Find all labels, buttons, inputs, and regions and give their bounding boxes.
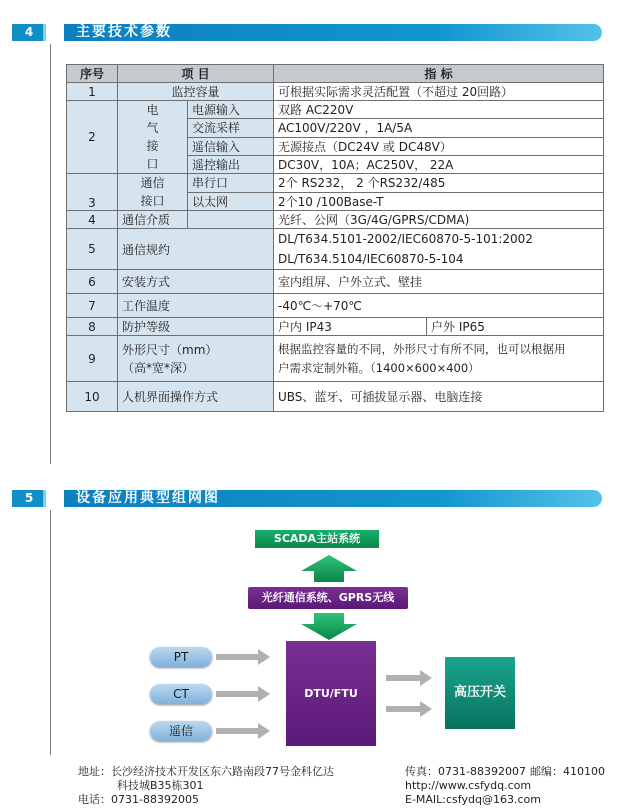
table-row xyxy=(67,174,604,193)
section-5-number: 5 xyxy=(12,490,46,507)
table-row xyxy=(67,336,604,382)
header-item: 项 目 xyxy=(118,65,274,83)
item-line: （高*宽*深） xyxy=(122,360,195,375)
footer-fax: 传真：0731-88392007 xyxy=(405,765,526,778)
group-char: 接口 xyxy=(140,194,165,208)
row-item: 人机界面操作方式 xyxy=(118,382,274,412)
row-spec: DC30V，10A；AC250V， 22A xyxy=(274,155,604,173)
spec-table xyxy=(66,64,604,412)
row-spec: 无源接点（DC24V 或 DC48V） xyxy=(274,137,604,155)
row-no: 5 xyxy=(67,229,118,270)
ct-input: CT xyxy=(150,684,212,704)
table-row xyxy=(67,270,604,294)
table-header-row xyxy=(67,65,604,83)
section-4-title: 主要技术参数 xyxy=(64,24,602,41)
row-spec: 可根据实际需求灵活配置（不超过 20回路） xyxy=(274,83,604,101)
row-spec xyxy=(274,229,604,270)
row-spec-indoor: 户内 IP43 xyxy=(274,318,427,336)
scada-box: SCADA主站系统 xyxy=(255,530,379,548)
row-item: 通信介质 xyxy=(118,211,188,229)
group-char: 口 xyxy=(146,157,159,171)
row-group-label xyxy=(118,101,188,174)
row-no: 10 xyxy=(67,382,118,412)
row-subitem: 遥控输出 xyxy=(188,155,274,173)
row-empty xyxy=(188,211,274,229)
row-group-label xyxy=(118,174,188,211)
row-item: 安装方式 xyxy=(118,270,274,294)
row-subitem: 以太网 xyxy=(188,192,274,211)
arrow-ct xyxy=(216,686,270,702)
row-spec: 室内组屏、户外立式、壁挂 xyxy=(274,270,604,294)
spec-line: 户需求定制外箱。（1400×600×400） xyxy=(278,360,480,375)
row-no: 3 xyxy=(67,174,118,211)
row-no: 8 xyxy=(67,318,118,336)
section-4-number: 4 xyxy=(12,24,46,41)
row-no: 6 xyxy=(67,270,118,294)
section-5-rule xyxy=(50,510,51,755)
row-item: 监控容量 xyxy=(118,83,274,101)
row-spec-outdoor: 户外 IP65 xyxy=(427,318,604,336)
row-no: 9 xyxy=(67,336,118,382)
arrow-pt xyxy=(216,649,270,665)
pt-input: PT xyxy=(150,647,212,667)
row-item xyxy=(118,336,274,382)
row-subitem: 交流采样 xyxy=(188,119,274,137)
spec-line: DL/T634.5101-2002/IEC60870-5-101:2002 xyxy=(278,232,533,246)
table-row xyxy=(67,382,604,412)
item-line: 外形尺寸（mm） xyxy=(122,342,218,357)
row-no: 7 xyxy=(67,294,118,318)
footer-email-link[interactable]: E-MAIL:csfydq@163.com xyxy=(405,793,541,806)
dtu-ftu-box: DTU/FTU xyxy=(286,641,376,746)
row-spec: 2个 RS232， 2 个RS232/485 xyxy=(274,174,604,193)
footer-address-line-1: 地址：长沙经济技术开发区东六路南段77号金科亿达 xyxy=(78,765,334,778)
row-spec xyxy=(274,336,604,382)
section-4-rule xyxy=(50,44,51,464)
down-arrow xyxy=(301,613,357,640)
group-char: 接 xyxy=(146,139,159,153)
arrow-out-1 xyxy=(386,670,432,686)
row-item: 通信规约 xyxy=(118,229,274,270)
row-subitem: 电源输入 xyxy=(188,101,274,119)
up-arrow xyxy=(301,555,357,582)
arrow-out-2 xyxy=(386,701,432,717)
table-row xyxy=(67,318,604,336)
header-spec: 指 标 xyxy=(274,65,604,83)
comm-system-box: 光纤通信系统、GPRS无线 xyxy=(248,587,408,609)
spec-line: DL/T634.5104/IEC60870-5-104 xyxy=(278,252,464,266)
row-spec: 双路 AC220V xyxy=(274,101,604,119)
table-row xyxy=(67,211,604,229)
table-row xyxy=(67,101,604,119)
row-no: 2 xyxy=(67,101,118,174)
row-no: 1 xyxy=(67,83,118,101)
table-row xyxy=(67,294,604,318)
table-row xyxy=(67,83,604,101)
spec-line: 根据监控容量的不同，外形尺寸有所不同，也可以根据用 xyxy=(278,341,566,356)
group-char: 通信 xyxy=(140,176,165,190)
row-subitem: 遥信输入 xyxy=(188,137,274,155)
table-row xyxy=(67,229,604,270)
yaoxin-input: 遥信 xyxy=(150,721,212,741)
arrow-yx xyxy=(216,723,270,739)
row-spec: 光纤、公网（3G/4G/GPRS/CDMA) xyxy=(274,211,604,229)
row-spec: AC100V/220V ，1A/5A xyxy=(274,119,604,137)
row-spec: UBS、蓝牙、可插拔显示器、电脑连接 xyxy=(274,382,604,412)
group-char: 电 xyxy=(146,103,159,117)
footer-address-line-2: 科技城B35栋301 xyxy=(117,779,204,792)
hv-switch-box: 高压开关 xyxy=(445,657,515,729)
row-spec: -40℃～+70℃ xyxy=(274,294,604,318)
group-char: 气 xyxy=(146,121,159,135)
footer-website-link[interactable]: http://www.csfydq.com xyxy=(405,779,532,792)
row-spec: 2个10 /100Base-T xyxy=(274,192,604,211)
header-no: 序号 xyxy=(67,65,118,83)
footer-zip: 邮编：410100 xyxy=(530,765,605,778)
row-item: 工作温度 xyxy=(118,294,274,318)
row-item: 防护等级 xyxy=(118,318,274,336)
row-subitem: 串行口 xyxy=(188,174,274,193)
row-no: 4 xyxy=(67,211,118,229)
section-5-title: 设备应用典型组网图 xyxy=(64,490,602,507)
footer-phone: 电话：0731-88392005 xyxy=(78,793,199,806)
